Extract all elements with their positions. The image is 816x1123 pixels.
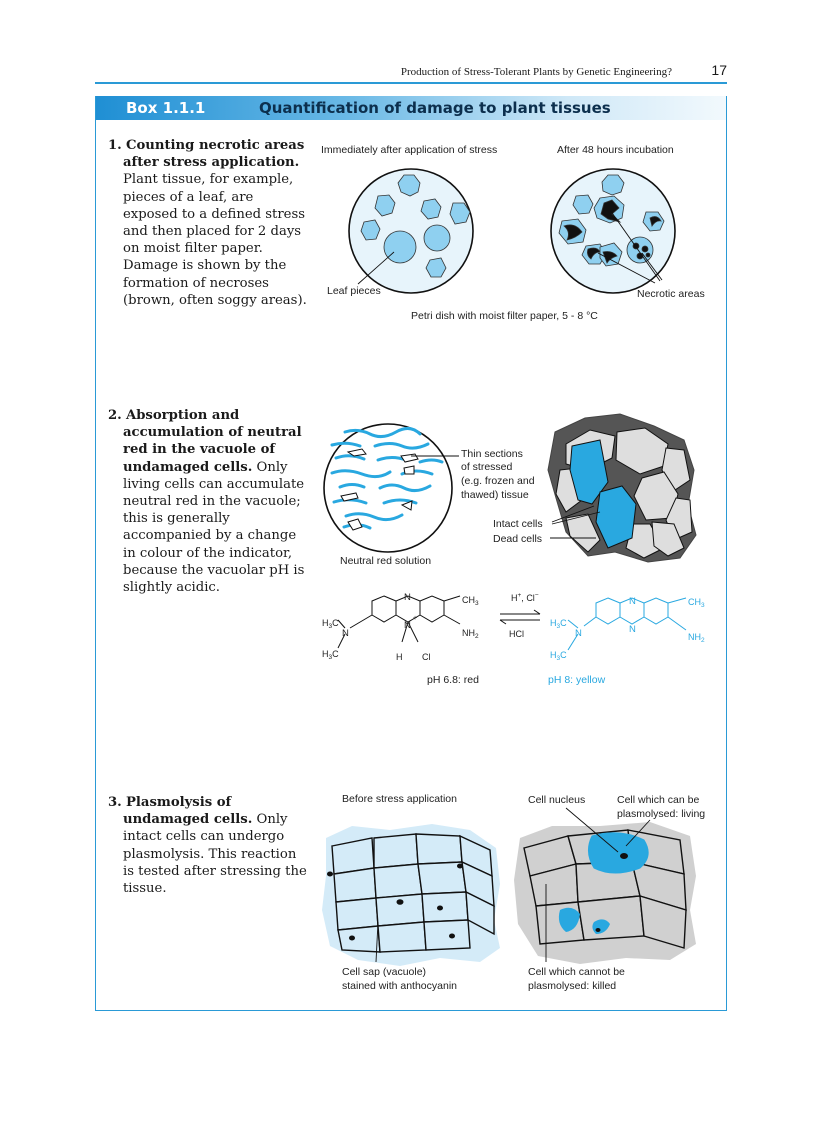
page-number: 17 bbox=[711, 62, 727, 78]
chem-left-h3c-top: $H_3C$ bbox=[322, 618, 339, 630]
chem-right-h3c-top: $H_3C$ bbox=[550, 618, 567, 630]
chem-left-plus: + bbox=[413, 615, 418, 622]
box-label: Box 1.1.1 bbox=[126, 99, 206, 117]
chem-right-n-bottom: N bbox=[629, 624, 636, 635]
label-cell-sap-2: stained with anthocyanin bbox=[342, 980, 457, 992]
label-ph-red: pH 6.8: red bbox=[427, 674, 479, 686]
label-living-1: Cell which can be bbox=[617, 794, 700, 806]
section-1-number: 1. bbox=[108, 138, 122, 153]
chem-left-nh2: $NH_2$ bbox=[462, 628, 479, 640]
chem-left-n-top: N bbox=[404, 592, 411, 603]
box-title: Quantification of damage to plant tissues bbox=[259, 99, 611, 117]
section-2-number: 2. bbox=[108, 408, 122, 423]
section-2-body: Only living cells can accumulate neutral red in the vacuole; this is generally accompanied by a change in colour of the indicator, because the vacuolar pH is slightly acidic. bbox=[123, 459, 305, 596]
chem-left-h3c-bottom: $H_3C$ bbox=[322, 649, 339, 661]
label-thin-sections-4: thawed) tissue bbox=[461, 489, 529, 501]
label-before-stress: Before stress application bbox=[342, 793, 457, 805]
chem-left-ch3: $CH_3$ bbox=[462, 595, 479, 607]
figure-1-caption: Petri dish with moist filter paper, 5 - 8 °C bbox=[411, 310, 598, 322]
label-after-48h: After 48 hours incubation bbox=[557, 144, 674, 156]
section-3-body: Only intact cells can undergo plasmolysis. This reaction is tested after stressing the tissue. bbox=[123, 812, 307, 897]
label-leaf-pieces: Leaf pieces bbox=[327, 285, 381, 297]
chem-left-n-amine: N bbox=[342, 628, 349, 639]
chem-hcl-bottom: HCl bbox=[509, 629, 524, 639]
chem-left-n-bottom: N bbox=[404, 620, 411, 631]
label-immediately: Immediately after application of stress bbox=[321, 144, 498, 156]
label-neutral-red: Neutral red solution bbox=[340, 555, 432, 567]
section-3-heading: Plasmolysis of undamaged cells. bbox=[123, 795, 253, 828]
label-killed-1: Cell which cannot be bbox=[528, 966, 625, 978]
chem-right-n-amine: N bbox=[575, 628, 582, 639]
label-ph-yellow: pH 8: yellow bbox=[548, 674, 606, 686]
label-cell-sap-1: Cell sap (vacuole) bbox=[342, 966, 427, 978]
tissue-before-stress bbox=[322, 824, 500, 966]
tissue-after-stress bbox=[514, 822, 696, 964]
chem-right-nh2: $NH_2$ bbox=[688, 632, 705, 644]
chem-right-h3c-bottom: $H_3C$ bbox=[550, 650, 567, 662]
label-dead-cells: Dead cells bbox=[493, 533, 543, 545]
chem-right-ch3: $CH_3$ bbox=[688, 597, 705, 609]
section-3-number: 3. bbox=[108, 795, 122, 810]
chem-right-n-top: N bbox=[629, 596, 636, 607]
chem-left-cl: Cl bbox=[422, 652, 431, 662]
running-title: Production of Stress-Tolerant Plants by Genetic Engineering? bbox=[400, 66, 672, 78]
section-1-heading: Counting necrotic areas after stress application. bbox=[123, 138, 305, 171]
label-thin-sections-1: Thin sections bbox=[461, 448, 523, 460]
chem-left-h: H bbox=[396, 652, 403, 662]
label-thin-sections-2: of stressed bbox=[461, 461, 513, 473]
label-necrotic-areas: Necrotic areas bbox=[637, 288, 705, 300]
chem-hcl-top: H+, Cl− bbox=[511, 592, 539, 603]
label-living-2: plasmolysed: living bbox=[617, 808, 706, 820]
section-1-body: Plant tissue, for example, pieces of a leaf, are exposed to a defined stress and then placed for 2 days on moist filter paper. Damage is shown by the formation of necroses (brown, often soggy areas). bbox=[123, 172, 307, 308]
label-intact-cells: Intact cells bbox=[493, 518, 543, 530]
label-killed-2: plasmolysed: killed bbox=[528, 980, 617, 992]
label-cell-nucleus: Cell nucleus bbox=[528, 794, 586, 806]
label-thin-sections-3: (e.g. frozen and bbox=[461, 475, 535, 487]
section-2-heading: Absorption and accumulation of neutral red in the vacuole of undamaged cells. bbox=[123, 408, 302, 475]
